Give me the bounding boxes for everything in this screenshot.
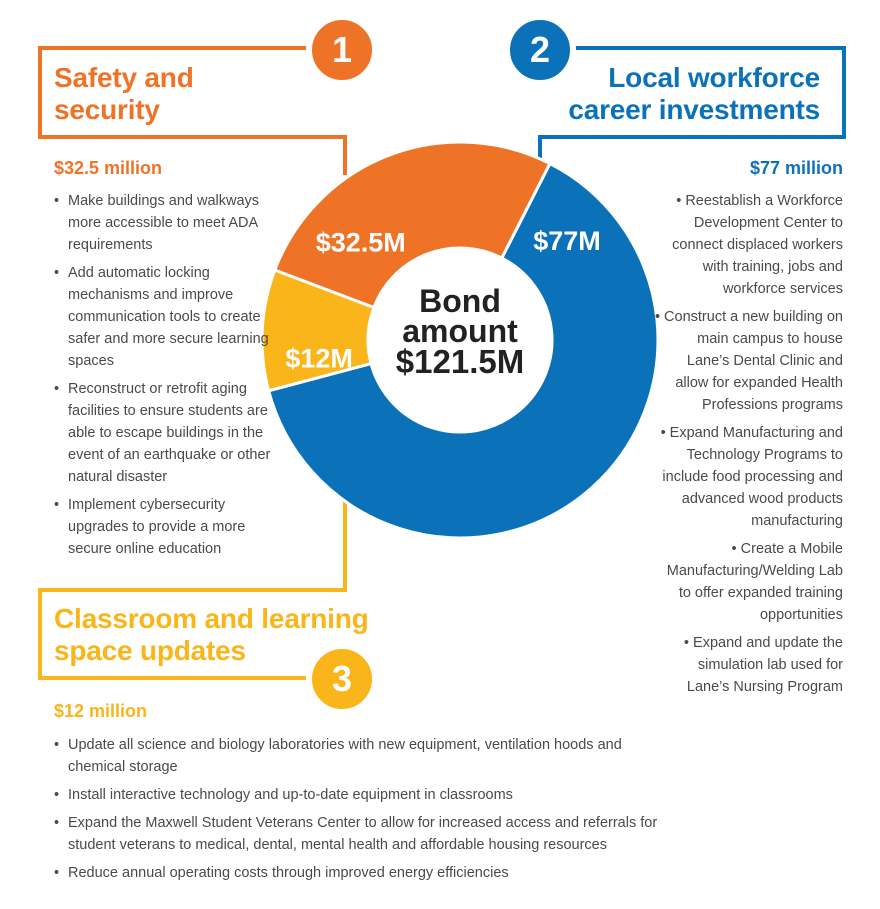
center-label-line-2: amount bbox=[402, 313, 518, 349]
safety-heading-line-2: security bbox=[54, 94, 160, 125]
workforce-heading-line-2: career investments bbox=[568, 94, 820, 125]
list-item: • Install interactive technology and up-to-date equipment in classrooms bbox=[54, 784, 664, 806]
safety-bullet-list bbox=[54, 190, 274, 566]
classroom-heading bbox=[54, 603, 369, 667]
slice-value-label: $32.5M bbox=[315, 227, 406, 258]
list-item: • Implement cybersecurity upgrades to provide a more secure online education bbox=[54, 494, 274, 560]
list-item: • Reduce annual operating costs through improved energy efficiencies bbox=[54, 862, 664, 884]
classroom-heading-line-2: space updates bbox=[54, 635, 246, 666]
list-item: • Reconstruct or retrofit aging facilities to ensure students are able to escape buildings in the event of an earthquake or other natural disaster bbox=[54, 378, 274, 488]
list-item: • Create a Mobile Manufacturing/Welding Lab to offer expanded training opportunities bbox=[653, 538, 843, 626]
workforce-heading bbox=[568, 62, 820, 126]
list-item: • Expand the Maxwell Student Veterans Center to allow for increased access and referrals for student veterans to medical, dental, mental health and affordable housing resources bbox=[54, 812, 664, 856]
list-item: • Expand and update the simulation lab used for Lane’s Nursing Program bbox=[653, 632, 843, 698]
list-item: • Reestablish a Workforce Development Center to connect displaced workers with training, jobs and workforce services bbox=[653, 190, 843, 300]
classroom-amount: $12 million bbox=[54, 701, 148, 721]
center-label-line-1: Bond bbox=[419, 283, 501, 319]
list-item: • Construct a new building on main campus to house Lane’s Dental Clinic and allow for expanded Health Professions programs bbox=[653, 306, 843, 416]
list-item: • Update all science and biology laboratories with new equipment, ventilation hoods and chemical storage bbox=[54, 734, 664, 778]
donut-slice bbox=[275, 142, 550, 307]
slice-value-label: $12M bbox=[285, 343, 353, 374]
list-item: • Make buildings and walkways more accessible to meet ADA requirements bbox=[54, 190, 274, 256]
section-3-number-badge: 3 bbox=[306, 643, 378, 715]
section-2-number-badge: 2 bbox=[504, 14, 576, 86]
list-item: • Expand Manufacturing and Technology Programs to include food processing and advanced wood products manufacturing bbox=[653, 422, 843, 532]
slice-value-label: $77M bbox=[533, 226, 601, 256]
section-1-number-badge: 1 bbox=[306, 14, 378, 86]
safety-amount: $32.5 million bbox=[54, 158, 163, 178]
workforce-bullet-list bbox=[653, 190, 843, 704]
workforce-heading-line-1: Local workforce bbox=[608, 62, 820, 93]
classroom-heading-line-1: Classroom and learning bbox=[54, 603, 369, 634]
list-item: • Add automatic locking mechanisms and improve communication tools to create safer and more secure learning spaces bbox=[54, 262, 274, 372]
workforce-amount: $77 million bbox=[749, 158, 843, 178]
safety-heading-line-1: Safety and bbox=[54, 62, 194, 93]
classroom-bullet-list bbox=[54, 734, 664, 890]
center-label-line-3: $121.5M bbox=[395, 343, 525, 380]
safety-heading bbox=[54, 62, 194, 126]
